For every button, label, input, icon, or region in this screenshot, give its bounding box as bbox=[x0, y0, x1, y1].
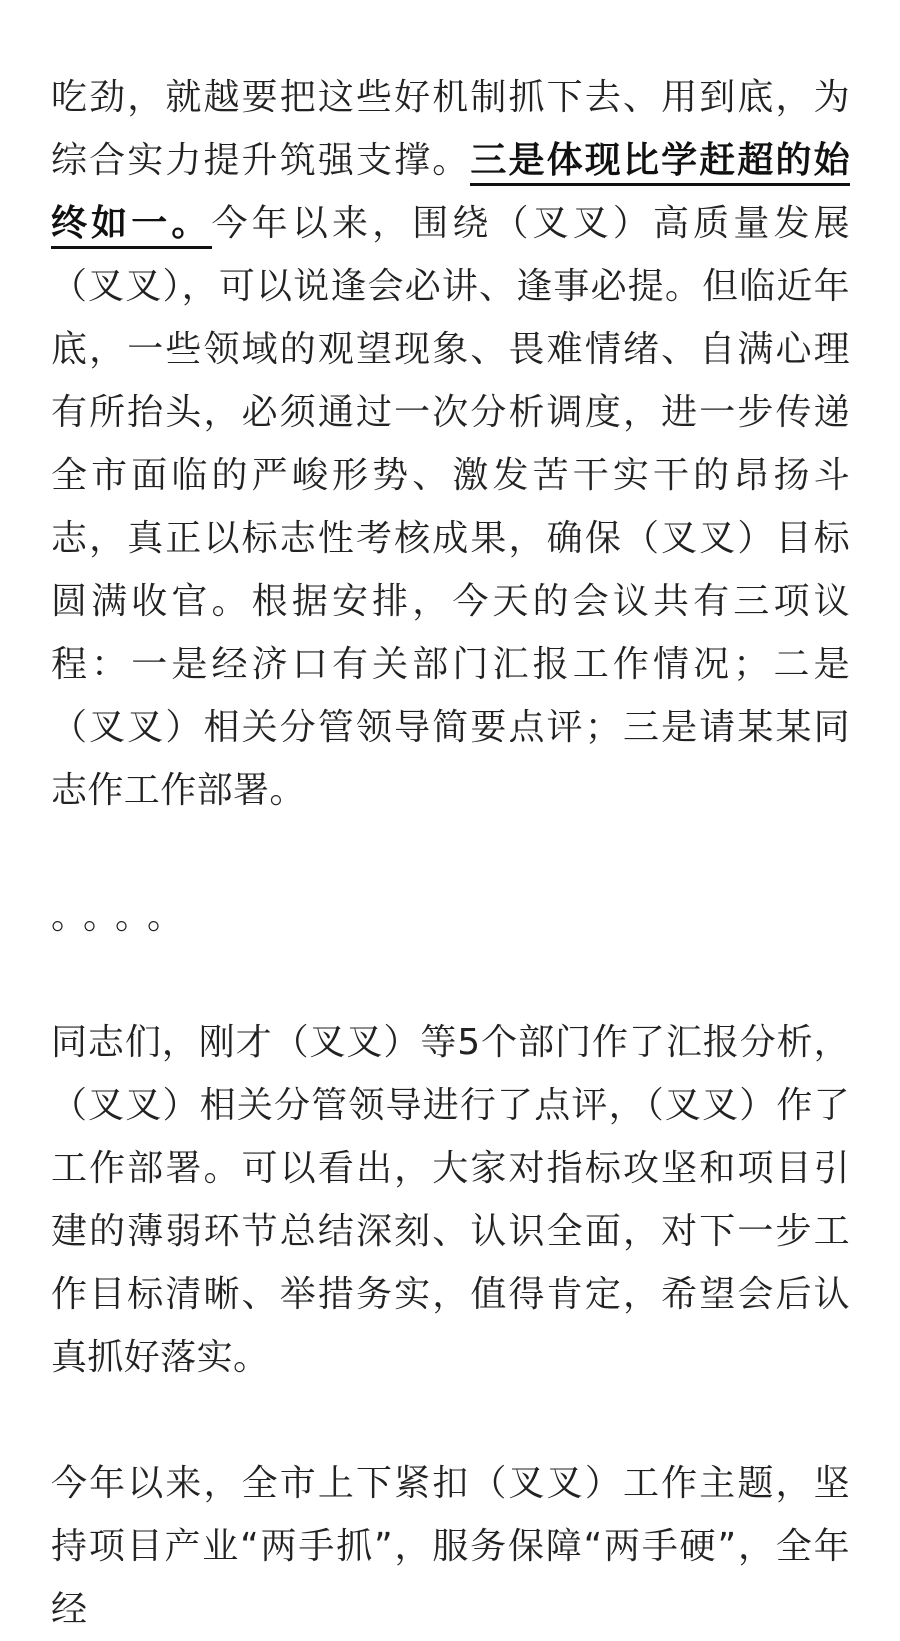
article-body bbox=[51, 66, 850, 1641]
ellipsis-separator: 。。。。 bbox=[51, 896, 198, 937]
paragraph-agenda bbox=[51, 66, 850, 822]
paragraph-review: 今年以来，全市上下紧扣（叉叉）工作主题，坚持项目产业“两手抓”，服务保障“两手硬”，全年经 bbox=[51, 1463, 850, 1630]
paragraph-summary: 同志们，刚才（叉叉）等5个部门作了汇报分析，（叉叉）相关分管领导进行了点评，（叉叉）作了工作部署。可以看出，大家对指标攻坚和项目引建的薄弱环节总结深刻、认识全面，对下一步工作目标清晰、举措务实，值得肯定，希望会后认真抓好落实。 bbox=[51, 1022, 850, 1378]
paragraph-text: 今年以来，围绕（叉叉）高质量发展（叉叉），可以说逢会必讲、逢事必提。但临近年底，一些领域的观望现象、畏难情绪、自满心理有所抬头，必须通过一次分析调度，进一步传递全市面临的严峻形势、激发苦干实干的昂扬斗志，真正以标志性考核成果，确保（叉叉）目标圆满收官。根据安排，今天的会议共有三项议程：一是经济口有关部门汇报工作情况；二是（叉叉）相关分管领导简要点评；三是请某某同志作工作部署。 bbox=[51, 203, 850, 811]
emphasis-heading: 三是体现比学赶超的始终如一。 bbox=[51, 140, 850, 249]
paragraph-text: 吃劲，就越要把这些好机制抓下去、用到底，为综合实力提升筑强支撑。 bbox=[51, 77, 850, 181]
